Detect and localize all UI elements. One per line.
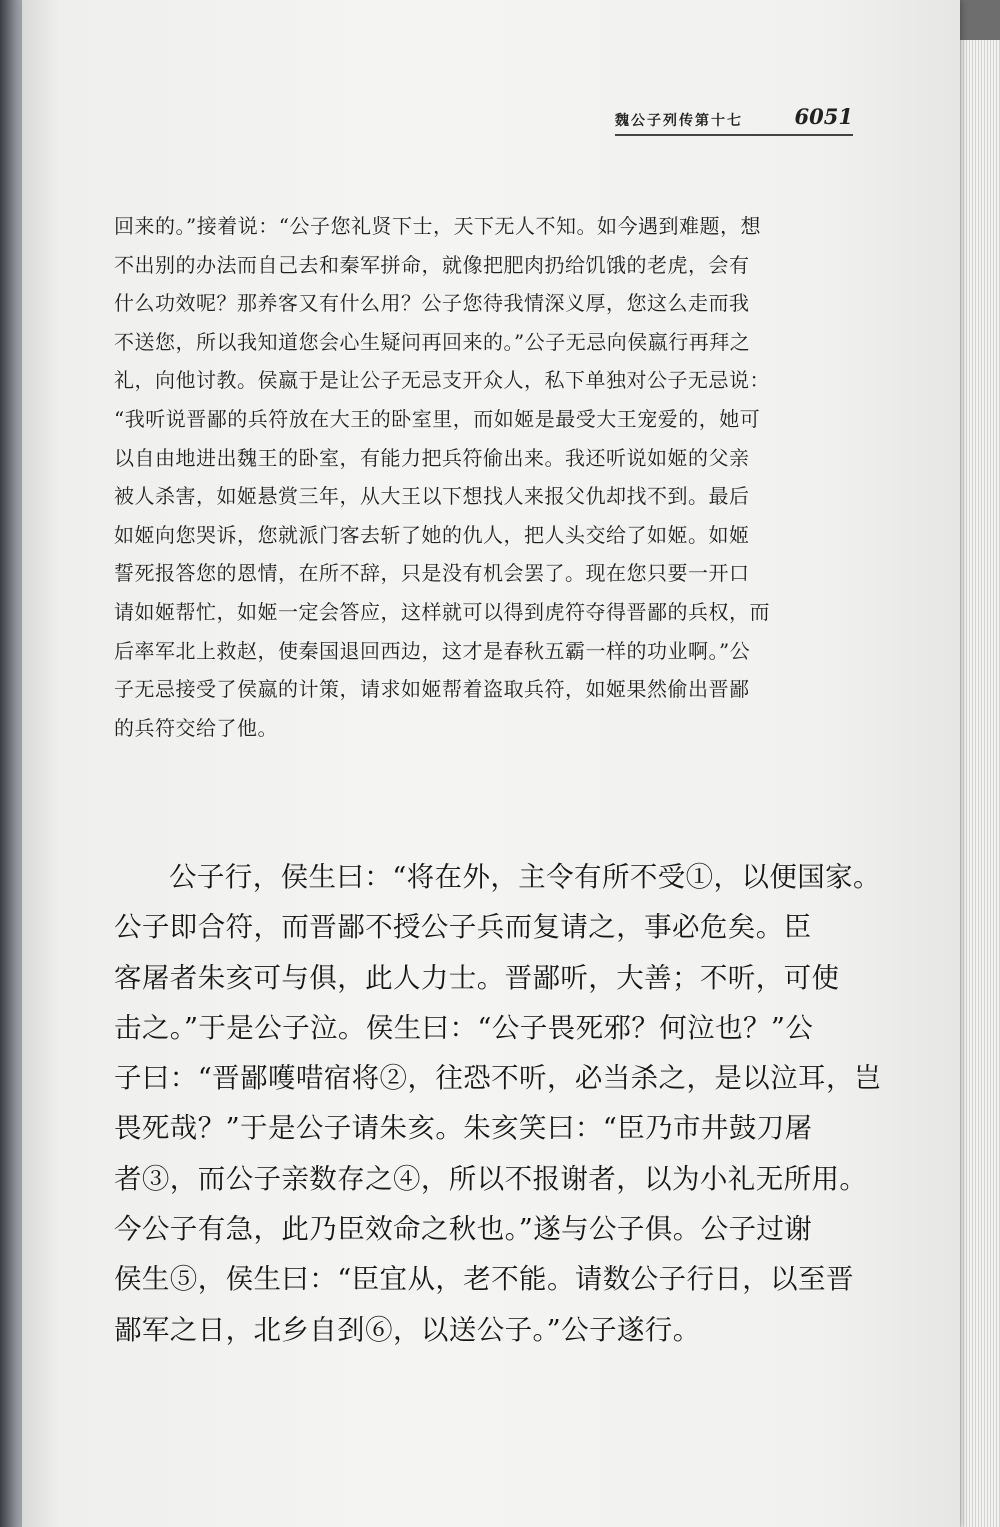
translation-line: 请如姬帮忙，如姬一定会答应，这样就可以得到虎符夺得晋鄙的兵权，而 (114, 599, 770, 624)
translation-line: 不送您，所以我知道您会心生疑问再回来的。”公子无忌向侯嬴行再拜之 (114, 329, 751, 354)
running-header (615, 104, 853, 136)
translation-line: 如姬向您哭诉，您就派门客去斩了她的仇人，把人头交给了如姬。如姬 (114, 522, 750, 547)
page-stack-edge (955, 40, 1000, 1527)
original-line: 侯生⑤，侯生曰：“臣宜从，老不能。请数公子行日，以至晋 (114, 1263, 854, 1296)
original-line: 鄙军之日，北乡自刭⑥，以送公子。”公子遂行。 (114, 1313, 701, 1346)
translation-line: 誓死报答您的恩情，在所不辞，只是没有机会罢了。现在您只要一开口 (114, 561, 750, 586)
original-text-paragraph (114, 852, 882, 1355)
original-line: 畏死哉？”于是公子请朱亥。朱亥笑曰：“臣乃市井鼓刀屠 (114, 1112, 813, 1145)
translation-line: 后率军北上救赵，使秦国退回西边，这才是春秋五霸一样的功业啊。”公 (114, 638, 751, 663)
original-line: 今公子有急，此乃臣效命之秋也。”遂与公子俱。公子过谢 (114, 1213, 813, 1246)
header-title: 魏公子列传第十七 (615, 113, 743, 129)
original-line: 者③，而公子亲数存之④，所以不报谢者，以为小礼无所用。 (114, 1162, 868, 1195)
page-number: 6051 (794, 104, 853, 129)
translation-line: 子无忌接受了侯嬴的计策，请求如姬帮着盗取兵符，如姬果然偷出晋鄙 (114, 677, 750, 702)
translation-line: 回来的。”接着说：“公子您礼贤下士，天下无人不知。如今遇到难题，想 (114, 214, 761, 238)
translation-line: 的兵符交给了他。 (114, 715, 278, 740)
translation-line: 以自由地进出魏王的卧室，有能力把兵符偷出来。我还听说如姬的父亲 (114, 445, 750, 470)
translation-line: 礼，向他讨教。侯嬴于是让公子无忌支开众人，私下单独对公子无忌说： (114, 368, 770, 393)
original-line: 击之。”于是公子泣。侯生曰：“公子畏死邪？何泣也？”公 (114, 1011, 814, 1044)
translation-paragraph (114, 207, 854, 747)
translation-line: 被人杀害，如姬悬赏三年，从大王以下想找人来报父仇却找不到。最后 (114, 484, 750, 509)
translation-line: 不出别的办法而自己去和秦军拼命，就像把肥肉扔给饥饿的老虎，会有 (114, 252, 750, 277)
translation-line: “我听说晋鄙的兵符放在大王的卧室里，而如姬是最受大王宠爱的，她可 (114, 406, 761, 431)
original-line: 公子行，侯生曰：“将在外，主令有所不受①，以便国家。 (169, 861, 881, 893)
original-line: 子曰：“晋鄙嚄唶宿将②，往恐不听，必当杀之，是以泣耳，岂 (114, 1062, 882, 1095)
translation-line: 什么功效呢？那养客又有什么用？公子您待我情深义厚，您这么走而我 (114, 291, 750, 316)
original-line: 客屠者朱亥可与俱，此人力士。晋鄙听，大善；不听，可使 (114, 961, 840, 994)
original-line: 公子即合符，而晋鄙不授公子兵而复请之，事必危矣。臣 (114, 911, 812, 944)
